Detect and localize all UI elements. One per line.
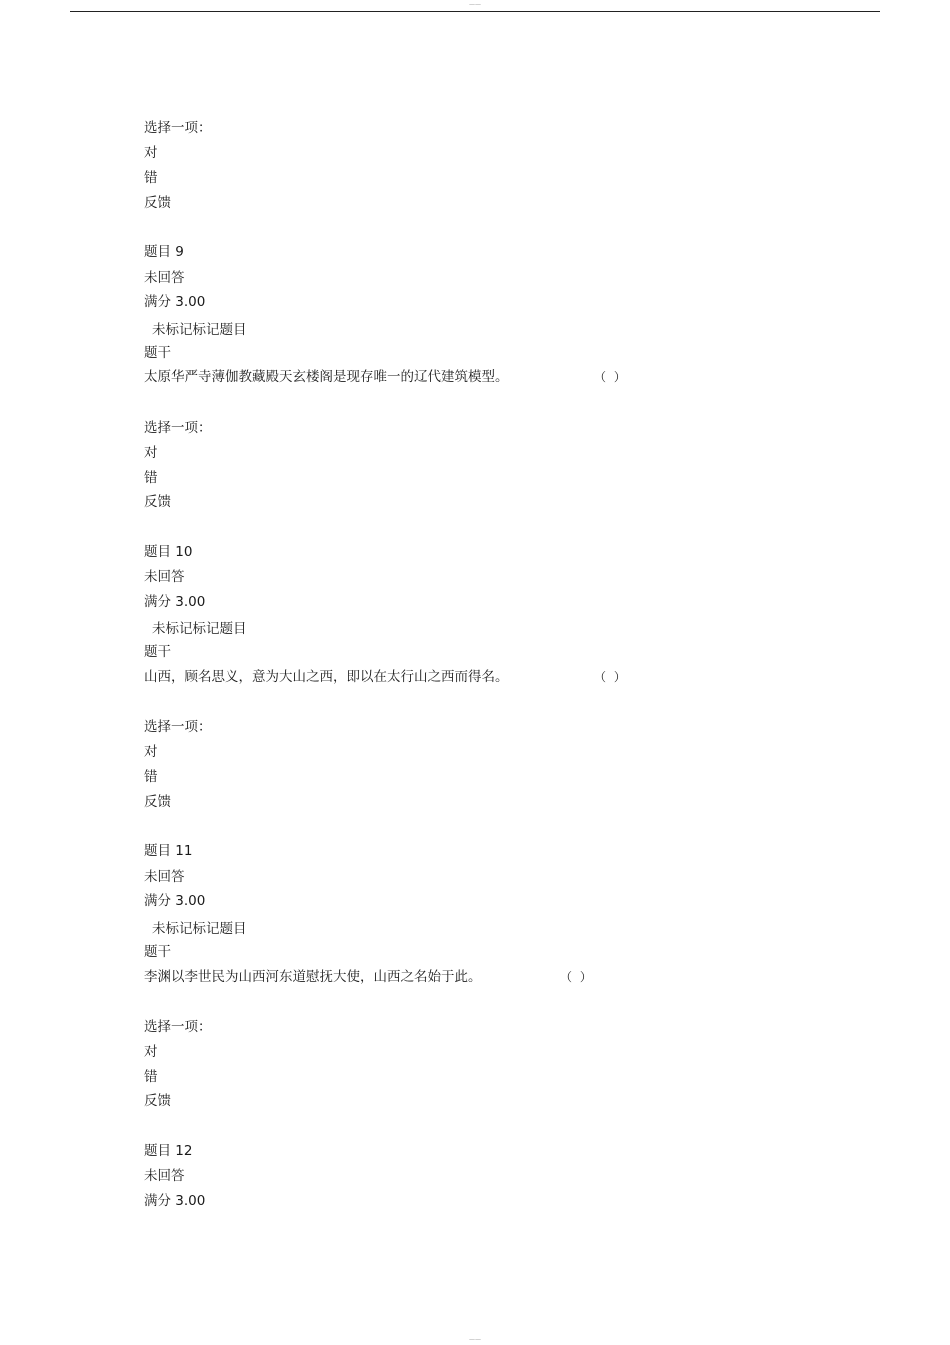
question-title: 题目 12 [144,1143,193,1159]
option-true[interactable]: 对 [144,1044,158,1060]
choose-one-label: 选择一项： [144,420,212,436]
question-status: 未回答 [144,1168,185,1184]
question-score: 满分 3.00 [144,1193,206,1209]
question-status: 未回答 [144,869,185,885]
feedback-label: 反馈 [144,794,171,810]
question-text: 太原华严寺薄伽教藏殿天玄楼阁是现存唯一的辽代建筑模型。 [144,369,509,385]
flag-question-link[interactable]: 未标记标记题目 [152,921,247,937]
option-false[interactable]: 错 [144,470,158,486]
option-true[interactable]: 对 [144,145,158,161]
question-title: 题目 9 [144,244,184,260]
option-false[interactable]: 错 [144,1069,158,1085]
question-score: 满分 3.00 [144,594,206,610]
feedback-label: 反馈 [144,494,171,510]
flag-question-link[interactable]: 未标记标记题目 [152,322,247,338]
question-stem-label: 题干 [144,644,171,660]
option-false[interactable]: 错 [144,769,158,785]
answer-parentheses: （ ） [594,370,628,384]
choose-one-label: 选择一项： [144,120,212,136]
answer-parentheses: （ ） [560,970,594,984]
choose-one-label: 选择一项： [144,1019,212,1035]
question-score: 满分 3.00 [144,294,206,310]
page-footer-mark: —— [469,1336,481,1343]
answer-parentheses: （ ） [594,670,628,684]
option-true[interactable]: 对 [144,445,158,461]
question-score: 满分 3.00 [144,893,206,909]
flag-question-link[interactable]: 未标记标记题目 [152,621,247,637]
question-status: 未回答 [144,569,185,585]
question-title: 题目 11 [144,843,193,859]
choose-one-label: 选择一项： [144,719,212,735]
question-stem-label: 题干 [144,345,171,361]
question-status: 未回答 [144,270,185,286]
option-false[interactable]: 错 [144,170,158,186]
header-rule [70,11,880,12]
question-text: 山西，顾名思义，意为大山之西，即以在太行山之西而得名。 [144,669,509,685]
question-title: 题目 10 [144,544,193,560]
question-stem-label: 题干 [144,944,171,960]
question-text: 李渊以李世民为山西河东道慰抚大使，山西之名始于此。 [144,969,482,985]
page-header-mark: —— [469,1,481,8]
feedback-label: 反馈 [144,195,171,211]
option-true[interactable]: 对 [144,744,158,760]
feedback-label: 反馈 [144,1093,171,1109]
